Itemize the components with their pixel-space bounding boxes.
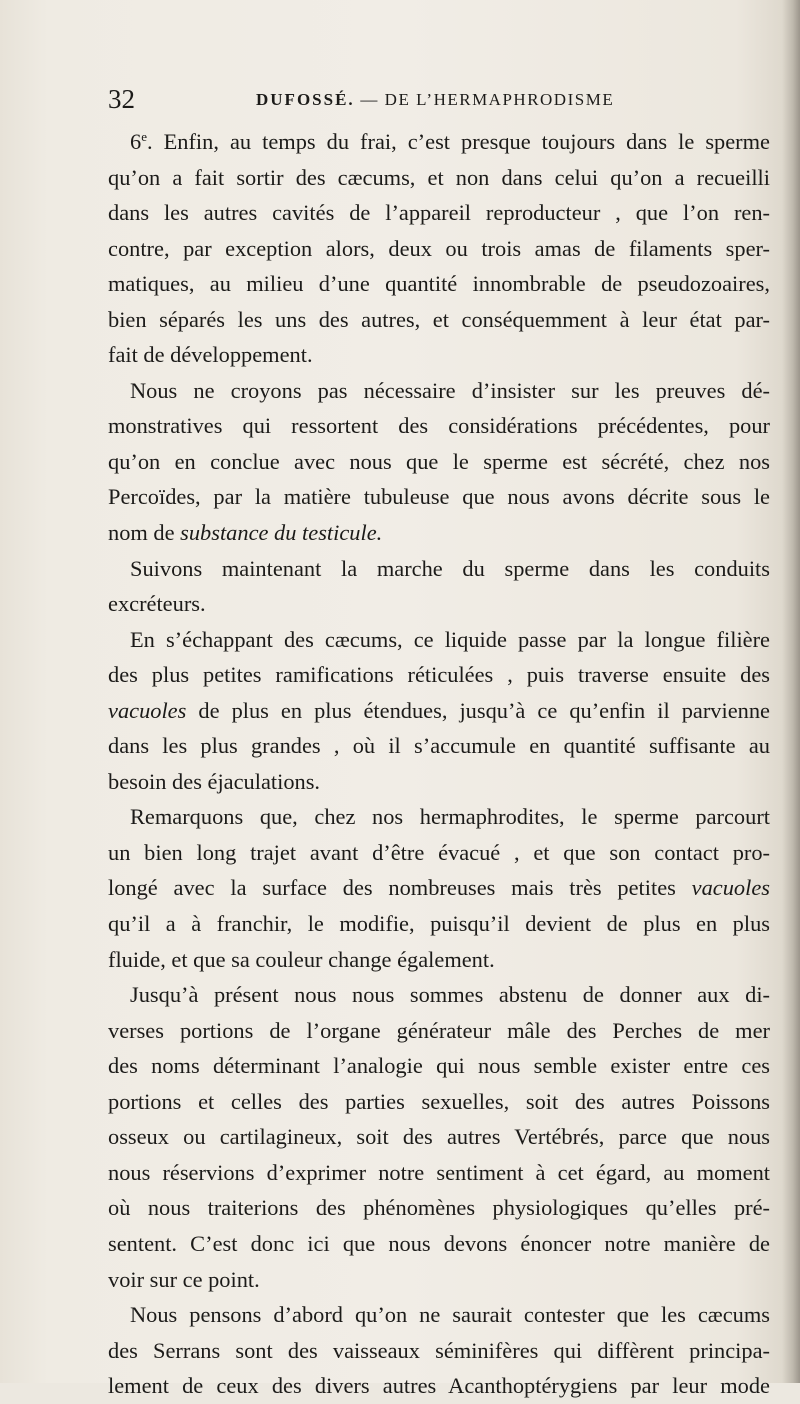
text-line: des noms déterminant l’analogie qui nous semble exister entre ces: [108, 1053, 770, 1079]
text-line: dans les plus grandes , où il s’accumule en quantité suffisante au: [108, 733, 770, 759]
page-edge-shadow: [782, 0, 800, 1383]
text-line: Suivons maintenant la marche du sperme dans les conduits: [130, 555, 770, 581]
text-line: voir sur ce point.: [108, 1266, 260, 1292]
text-line: besoin des éjaculations.: [108, 768, 321, 794]
italic-term: substance du testicule.: [180, 520, 383, 546]
text-line: qu’on en conclue avec nous que le sperme est sécrété, chez nos: [108, 448, 770, 474]
text-line: Nous pensons d’abord qu’on ne saurait contester que les cæcums: [130, 1302, 770, 1328]
text-line: dans les autres cavités de l’appareil reproducteur , que l’on ren-: [108, 200, 770, 226]
text-line: osseux ou cartilagineux, soit des autres Vertébrés, parce que nous: [108, 1124, 770, 1150]
text-line: vacuoles de plus en plus étendues, jusqu’à ce qu’enfin il parvienne: [108, 697, 770, 723]
text-line: matiques, au milieu d’une quantité innombrable de pseudozoaires,: [108, 271, 770, 297]
page-header: [108, 84, 728, 114]
text-line: En s’échappant des cæcums, ce liquide passe par la longue filière: [130, 626, 770, 652]
text-line: qu’on a fait sortir des cæcums, et non dans celui qu’on a recueilli: [108, 164, 770, 190]
text-line: bien séparés les uns des autres, et conséquemment à leur état par-: [108, 306, 770, 332]
running-head: [256, 88, 614, 112]
italic-term: vacuoles: [691, 875, 770, 901]
text-line: lement de ceux des divers autres Acanthoptérygiens par leur mode: [108, 1373, 770, 1399]
text-line: portions et celles des parties sexuelles, soit des autres Poissons: [108, 1088, 770, 1114]
text-line: un bien long trajet avant d’être évacué , et que son contact pro-: [108, 839, 770, 865]
text-line: fait de développement.: [108, 342, 313, 368]
text-line: Percoïdes, par la matière tubuleuse que nous avons décrite sous le: [108, 484, 770, 510]
text-line: contre, par exception alors, deux ou trois amas de filaments sper-: [108, 235, 770, 261]
text-line: qu’il a à franchir, le modifie, puisqu’il devient de plus en plus: [108, 911, 770, 937]
running-head-author: DUFOSSÉ.: [256, 90, 355, 109]
text-line: longé avec la surface des nombreuses mais très petites vacuoles: [108, 875, 770, 901]
text-line: des plus petites ramifications réticulées , puis traverse ensuite des: [108, 662, 770, 688]
text-line: nous réservions d’exprimer notre sentiment à cet égard, au moment: [108, 1159, 770, 1185]
text-line: fluide, et que sa couleur change également.: [108, 946, 495, 972]
running-head-title: DE L’HERMAPHRODISME: [384, 90, 615, 109]
italic-term: vacuoles: [108, 697, 187, 723]
text-line: Jusqu’à présent nous nous sommes abstenu de donner aux di-: [130, 982, 770, 1008]
text-line: nom de substance du testicule.: [108, 520, 383, 546]
text-line: où nous traiterions des phénomènes physiologiques qu’elles pré-: [108, 1195, 770, 1221]
text-line: Nous ne croyons pas nécessaire d’insister sur les preuves dé-: [130, 377, 770, 403]
body-text: [108, 124, 770, 1404]
running-head-dash: —: [360, 90, 379, 109]
text-line: sentent. C’est donc ici que nous devons énoncer notre manière de: [108, 1230, 770, 1256]
text-line: Remarquons que, chez nos hermaphrodites, le sperme parcourt: [130, 804, 770, 830]
text-line: des Serrans sont des vaisseaux séminifères qui diffèrent principa-: [108, 1337, 770, 1363]
text-line: 6e. Enfin, au temps du frai, c’est presque toujours dans le sperme: [130, 129, 770, 154]
text-line: verses portions de l’organe générateur mâle des Perches de mer: [108, 1017, 770, 1043]
text-line: monstratives qui ressortent des considérations précédentes, pour: [108, 413, 770, 439]
text-line: excréteurs.: [108, 591, 206, 617]
page-number: 32: [108, 84, 135, 114]
